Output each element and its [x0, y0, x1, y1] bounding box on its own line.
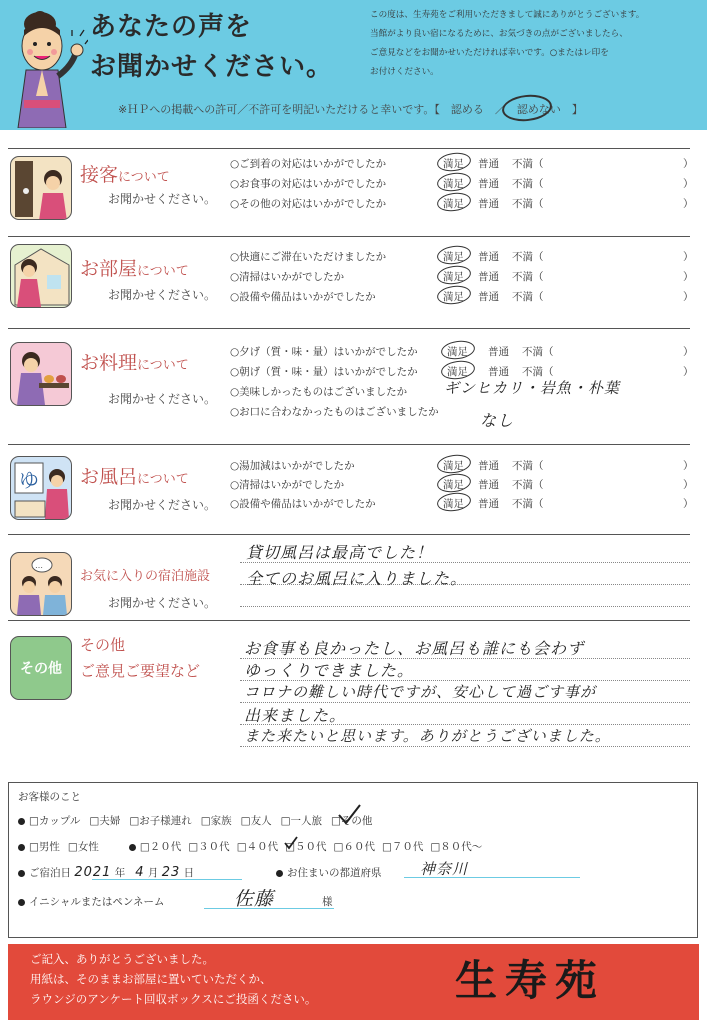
kimono-woman-illustration — [10, 6, 88, 128]
answer-line — [240, 746, 690, 747]
prefecture-underline — [404, 877, 580, 878]
bullet-icon — [129, 844, 136, 851]
customer-heading: お客様のこと — [18, 791, 81, 803]
name-suffix: 様 — [322, 896, 333, 908]
question-dinner: ○夕げ（質・味・量）はいかがでしたか — [230, 346, 418, 358]
option-satisfied[interactable]: 満足 — [443, 460, 464, 472]
intro-text-line2: 当館がより良い宿になるために、お気づきの点がございましたら、 — [370, 29, 628, 39]
option-dissatisfied[interactable]: 不満（ — [512, 251, 544, 263]
section-divider — [8, 444, 690, 445]
other-icon — [10, 636, 72, 700]
footer-line2: 用紙は、そのままお部屋に置いていただくか、 — [30, 972, 272, 986]
option-satisfied[interactable]: 満足 — [443, 291, 464, 303]
checkmark-40s — [284, 836, 298, 850]
prefecture-row — [276, 865, 382, 880]
question-breakfast: ○朝げ（質・味・量）はいかがでしたか — [230, 366, 418, 378]
intro-text-line4: お付けください。 — [370, 67, 439, 77]
option-satisfied[interactable]: 満足 — [443, 158, 464, 170]
option-close-paren: ） — [683, 498, 694, 510]
option-dissatisfied[interactable]: 不満（ — [512, 498, 544, 510]
stay-date-row — [18, 865, 194, 880]
question-room-cleaning: ○清掃はいかがでしたか — [230, 271, 345, 283]
month-label: 月 — [147, 867, 159, 879]
section-title-service: 接客について — [80, 164, 170, 186]
other-answer-line2[interactable]: ゆっくりできました。 — [244, 661, 414, 680]
ages-option[interactable]: □４０代 — [236, 841, 279, 853]
option-close-paren: ） — [683, 251, 694, 263]
stay-year-value[interactable]: 2021 — [74, 865, 112, 880]
option-normal[interactable]: 普通 — [478, 178, 499, 190]
option-dissatisfied[interactable]: 不満（ — [512, 198, 544, 210]
room-icon — [10, 244, 72, 308]
option-close-paren: ） — [683, 178, 694, 190]
option-normal[interactable]: 普通 — [478, 498, 499, 510]
option-close-paren: ） — [683, 198, 694, 210]
option-dissatisfied[interactable]: 不満（ — [522, 366, 554, 378]
satisfied-circle-mark — [436, 191, 472, 214]
section-subtitle: お聞かせください。 — [108, 192, 217, 206]
hp-permission-notice: ※ＨＰへの掲載への許可／不許可を明記いただけると幸いです。【 認める ／ 認めない 】 — [118, 103, 583, 116]
answer-line — [240, 606, 690, 607]
stay-day-value[interactable]: 23 — [161, 865, 181, 880]
option-dissatisfied[interactable]: 不満（ — [512, 460, 544, 472]
ages-option[interactable]: □２０代 — [139, 841, 182, 853]
bullet-icon — [18, 899, 25, 906]
section-divider — [8, 534, 690, 535]
companions-option[interactable]: □家族 — [200, 815, 232, 827]
section-divider — [8, 620, 690, 621]
question-comfort: ○快適にご滞在いただけましたか — [230, 251, 387, 263]
satisfied-circle-mark — [436, 171, 472, 194]
bullet-icon — [18, 870, 25, 877]
question-arrival: ○ご到着の対応はいかがでしたか — [230, 158, 387, 170]
date-underline — [92, 879, 242, 880]
satisfied-circle-mark — [436, 284, 472, 307]
section-subtitle: お聞かせください。 — [108, 288, 217, 302]
option-dissatisfied[interactable]: 不満（ — [512, 291, 544, 303]
section-title-bath: お風呂について — [80, 466, 189, 488]
other-answer-line1[interactable]: お食事も良かったし、お風呂も誰にも会わず — [244, 639, 585, 658]
option-satisfied[interactable]: 満足 — [443, 479, 464, 491]
gender-age-row — [18, 839, 489, 854]
question-liked-food: ○美味しかったものはございましたか — [230, 386, 408, 398]
option-normal[interactable]: 普通 — [478, 158, 499, 170]
satisfied-circle-mark — [436, 264, 472, 287]
ages-option[interactable]: □７０代 — [381, 841, 424, 853]
section-title-favorite: お気に入りの宿泊施設 — [80, 569, 211, 584]
bullet-icon — [276, 870, 283, 877]
section-title-other: その他 — [80, 636, 126, 654]
option-close-paren: ） — [683, 271, 694, 283]
companions-option[interactable]: □夫婦 — [89, 815, 121, 827]
option-normal[interactable]: 普通 — [478, 271, 499, 283]
name-row — [18, 894, 165, 909]
meal-tray-icon — [10, 342, 72, 406]
satisfied-circle-mark — [436, 151, 472, 174]
satisfied-circle-mark — [436, 472, 472, 495]
option-satisfied[interactable]: 満足 — [443, 198, 464, 210]
checkmark-solo-travel — [336, 803, 362, 827]
option-close-paren: ） — [683, 291, 694, 303]
name-value[interactable]: 佐藤 — [234, 888, 275, 910]
companions-option[interactable]: □お子様連れ — [129, 815, 192, 827]
question-other-service: ○その他の対応はいかがでしたか — [230, 198, 387, 210]
satisfied-circle-mark — [436, 491, 472, 514]
day-label: 日 — [183, 867, 195, 879]
genders-option[interactable]: □男性 — [29, 841, 60, 853]
stay-month-value[interactable]: 4 — [135, 865, 145, 880]
stay-label: ご宿泊日 — [29, 867, 71, 879]
option-normal[interactable]: 普通 — [478, 198, 499, 210]
option-close-paren: ） — [683, 346, 694, 358]
option-dissatisfied[interactable]: 不満（ — [522, 346, 554, 358]
name-label: イニシャルまたはペンネーム — [29, 896, 165, 908]
favorite-answer-line2[interactable]: 全てのお風呂に入りました。 — [246, 569, 468, 588]
section-subtitle: お聞かせください。 — [108, 596, 217, 610]
satisfied-circle-mark — [436, 244, 472, 267]
option-normal[interactable]: 普通 — [478, 291, 499, 303]
svg-text:ゆ: ゆ — [19, 468, 39, 492]
footer-line1: ご記入、ありがとうございました。 — [30, 952, 214, 966]
option-close-paren: ） — [683, 366, 694, 378]
section-divider — [8, 148, 690, 149]
ages-option[interactable]: □５０代 — [285, 841, 327, 853]
section-title-room: お部屋について — [80, 258, 189, 280]
companions-option[interactable]: □その他 — [331, 815, 373, 827]
other-answer-line4[interactable]: 出来ました。 — [244, 706, 347, 725]
other-answer-line5[interactable]: また来たいと思います。ありがとうございました。 — [244, 727, 611, 745]
question-room-equipment: ○設備や備品はいかがでしたか — [230, 291, 376, 303]
companion-row — [18, 813, 381, 828]
section-title-other-2: ご意見ご要望など — [80, 662, 201, 680]
option-satisfied[interactable]: 満足 — [447, 366, 468, 378]
option-normal[interactable]: 普通 — [488, 366, 509, 378]
option-dissatisfied[interactable]: 不満（ — [512, 178, 544, 190]
option-dissatisfied[interactable]: 不満（ — [512, 271, 544, 283]
favorite-answer-line1[interactable]: 貸切風呂は最高でした！ — [246, 543, 434, 562]
svg-text:…: … — [35, 561, 43, 570]
option-normal[interactable]: 普通 — [478, 460, 499, 472]
bullet-icon — [18, 818, 25, 825]
other-icon-label: その他 — [20, 661, 62, 677]
bullet-icon — [18, 844, 25, 851]
section-title-meal: お料理について — [80, 352, 189, 374]
ages-option[interactable]: □３０代 — [188, 841, 230, 853]
question-bath-equipment: ○設備や備品はいかがでしたか — [230, 498, 376, 510]
option-dissatisfied[interactable]: 不満（ — [512, 479, 544, 491]
ages-option[interactable]: □６０代 — [333, 841, 375, 853]
prefecture-value[interactable]: 神奈川 — [420, 860, 469, 878]
option-normal[interactable]: 普通 — [478, 251, 499, 263]
intro-text-line3: ご意見などをお聞かせいただければ幸いです。○またはレ印を — [370, 48, 609, 58]
genders-option[interactable]: □女性 — [67, 841, 99, 853]
section-subtitle: お聞かせください。 — [108, 498, 217, 512]
year-label: 年 — [114, 867, 126, 879]
prefecture-label: お住まいの都道府県 — [287, 867, 382, 879]
disliked-food-answer[interactable]: なし — [480, 411, 515, 430]
brand-logo: 生寿苑 — [455, 956, 606, 1005]
door-icon — [10, 156, 72, 220]
question-bath-cleaning: ○清掃はいかがでしたか — [230, 479, 345, 491]
option-close-paren: ） — [683, 479, 694, 491]
chat-couple-icon — [10, 552, 72, 616]
question-water-temp: ○湯加減はいかがでしたか — [230, 460, 355, 472]
question-meal-service: ○お食事の対応はいかがでしたか — [230, 178, 387, 190]
companions-option[interactable]: □カップル — [29, 815, 81, 827]
option-satisfied[interactable]: 満足 — [443, 178, 464, 190]
option-close-paren: ） — [683, 158, 694, 170]
footer-line3: ラウンジのアンケート回収ボックスにご投函ください。 — [30, 992, 317, 1006]
option-satisfied[interactable]: 満足 — [443, 251, 464, 263]
liked-food-answer[interactable]: ギンヒカリ・岩魚・朴葉 — [444, 379, 620, 397]
section-subtitle: お聞かせください。 — [108, 392, 217, 406]
section-divider — [8, 328, 690, 329]
question-disliked-food: ○お口に合わなかったものはございましたか — [230, 406, 439, 418]
option-normal[interactable]: 普通 — [488, 346, 509, 358]
companions-option[interactable]: □友人 — [240, 815, 272, 827]
intro-text-line1: この度は、生寿苑をご利用いただきまして誠にありがとうございます。 — [370, 10, 645, 20]
option-satisfied[interactable]: 満足 — [443, 271, 464, 283]
page-title-line2: お聞かせください。 — [90, 52, 334, 82]
bath-icon — [10, 456, 72, 520]
ages-option[interactable]: □８０代〜 — [430, 841, 483, 853]
option-satisfied[interactable]: 満足 — [443, 498, 464, 510]
option-normal[interactable]: 普通 — [478, 479, 499, 491]
satisfied-circle-mark — [436, 453, 472, 476]
satisfied-circle-mark — [440, 339, 476, 362]
companions-option[interactable]: □一人旅 — [280, 815, 323, 827]
option-dissatisfied[interactable]: 不満（ — [512, 158, 544, 170]
other-answer-line3[interactable]: コロナの難しい時代ですが、安心して過ごす事が — [244, 683, 597, 701]
section-divider — [8, 236, 690, 237]
page-title-line1: あなたの声を — [90, 12, 253, 42]
option-satisfied[interactable]: 満足 — [447, 346, 468, 358]
option-close-paren: ） — [683, 460, 694, 472]
name-underline — [204, 908, 334, 909]
